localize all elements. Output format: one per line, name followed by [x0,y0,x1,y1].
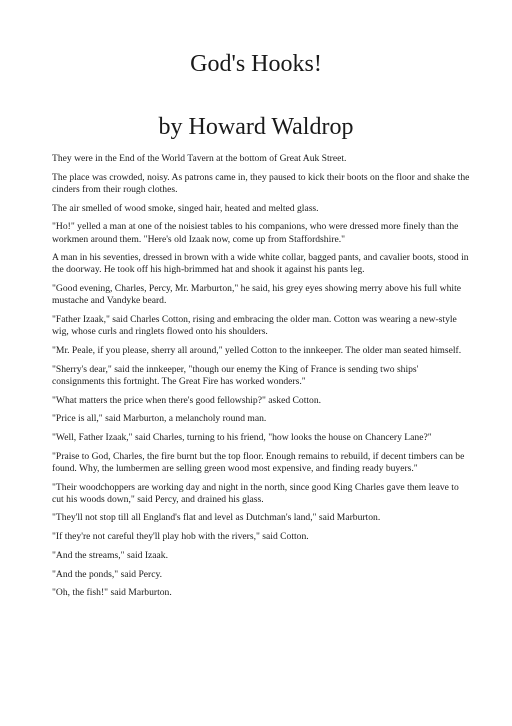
paragraph: "Ho!" yelled a man at one of the noisiest tables to his companions, who were dressed more finely than the workmen around them. "Here's old Izaak now, come up from Staffordshire." [52,221,459,245]
paragraph: "They'll not stop till all England's flat and level as Dutchman's land," said Marburton. [52,512,381,524]
paragraph: A man in his seventies, dressed in brown with a wide white collar, bagged pants, and cavalier boots, stood in the doorway. He took off his high-brimmed hat and shook it against his pants leg. [52,252,469,276]
document-title: God's Hooks! [190,51,322,77]
paragraph: The air smelled of wood smoke, singed hair, heated and melted glass. [52,202,319,214]
author-byline: by Howard Waldrop [158,114,354,140]
paragraph: "Praise to God, Charles, the fire burnt but the top floor. Enough remains to rebuild, if decent timbers can be found. Why, the lumbermen are selling green wood most expensive, and finding ready buyers." [52,450,465,474]
paragraph: "Their woodchoppers are working day and night in the north, since good King Charles gave them leave to cut his woods down," said Percy, and drained his glass. [52,481,459,505]
paragraph: "Father Izaak," said Charles Cotton, rising and embracing the older man. Cotton was wearing a new-style wig, whose curls and ringlets flowed onto his shoulders. [52,314,457,338]
paragraph: "Oh, the fish!" said Marburton. [52,587,172,599]
paragraph: They were in the End of the World Tavern at the bottom of Great Auk Street. [52,153,347,164]
paragraph: "Sherry's dear," said the innkeeper, "though our enemy the King of France is sending two ships' consignments this fortnight. The Great Fire has worked wonders." [52,363,419,387]
paragraph: "And the streams," said Izaak. [52,549,168,561]
paragraph: "If they're not careful they'll play hob with the rivers," said Cotton. [52,531,309,543]
paragraph: "Price is all," said Marburton, a melancholy round man. [52,413,267,425]
paragraph: The place was crowded, noisy. As patrons came in, they paused to kick their boots on the floor and shake the cinders from their rough clothes. [52,171,470,195]
story-body [52,153,472,606]
paragraph: "Mr. Peale, if you please, sherry all around," yelled Cotton to the innkeeper. The older man seated himself. [52,344,462,356]
paragraph: "What matters the price when there's good fellowship?" asked Cotton. [52,394,322,406]
paragraph: "Good evening, Charles, Percy, Mr. Marburton," he said, his grey eyes showing merry above his full white mustache and Vandyke beard. [52,283,461,307]
paragraph: "And the ponds," said Percy. [52,568,163,580]
paragraph: "Well, Father Izaak," said Charles, turning to his friend, "how looks the house on Chancery Lane?" [52,431,432,443]
